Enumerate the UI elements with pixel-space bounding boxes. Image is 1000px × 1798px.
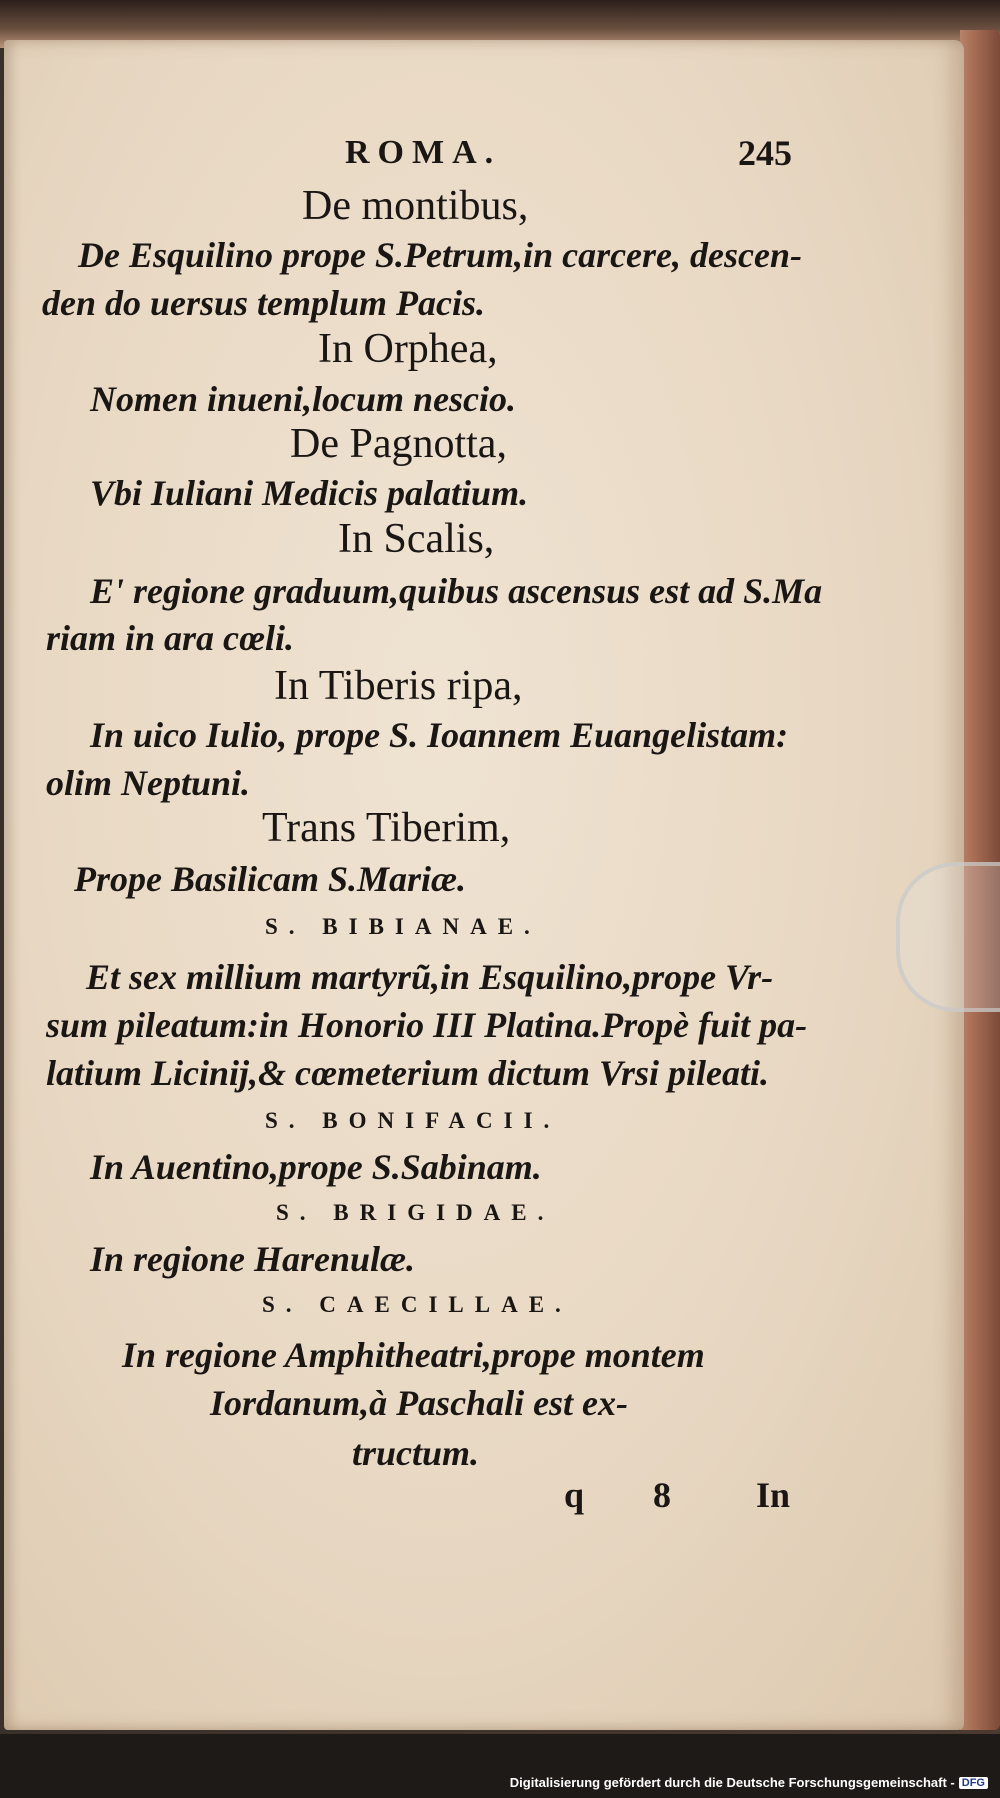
- section-heading: In Orphea,: [318, 326, 498, 372]
- text-line: In Auentino,prope S.Sabinam.: [90, 1147, 542, 1187]
- section-heading: De Pagnotta,: [290, 421, 507, 467]
- signature-mark: q 8: [564, 1475, 702, 1515]
- saint-heading: S. BIBIANAE.: [265, 914, 541, 939]
- text-line: Iordanum,à Paschali est ex-: [210, 1383, 629, 1423]
- text-line: sum pileatum:in Honorio III Platina.Propè fuit pa-: [46, 1005, 808, 1045]
- text-line: latium Licinij,& cœmeterium dictum Vrsi pileati.: [46, 1053, 770, 1093]
- digitization-credit: [506, 1773, 992, 1792]
- section-heading: In Tiberis ripa,: [274, 663, 523, 709]
- credit-text: Digitalisierung gefördert durch die Deutsche Forschungsgemeinschaft -: [509, 1775, 955, 1790]
- saint-heading: S. CAECILLAE.: [262, 1292, 572, 1317]
- page-number: 245: [738, 133, 792, 173]
- text-line: Prope Basilicam S.Mariæ.: [74, 859, 467, 899]
- section-heading: In Scalis,: [338, 516, 495, 562]
- text-line: den do uersus templum Pacis.: [42, 283, 486, 323]
- text-line: In uico Iulio, prope S. Ioannem Euangelistam:: [90, 715, 789, 755]
- saint-heading: S. BONIFACII.: [265, 1108, 561, 1133]
- text-line: olim Neptuni.: [46, 763, 251, 803]
- text-line: Nomen inueni,locum nescio.: [90, 379, 517, 419]
- section-heading: De montibus,: [302, 183, 529, 229]
- text-line: E' regione graduum,quibus ascensus est ad S.Ma: [90, 571, 823, 611]
- saint-heading: S. BRIGIDAE.: [276, 1200, 555, 1225]
- text-line: In regione Harenulæ.: [90, 1239, 416, 1279]
- running-head-title: ROMA.: [345, 134, 502, 171]
- text-line: riam in ara cœli.: [46, 618, 295, 658]
- dfg-logo: DFG: [959, 1777, 988, 1789]
- text-line: tructum.: [352, 1433, 480, 1473]
- text-line: Et sex millium martyrũ,in Esquilino,prope Vr-: [86, 957, 774, 997]
- section-heading: Trans Tiberim,: [262, 805, 511, 851]
- catchword: In: [756, 1475, 791, 1515]
- text-line: De Esquilino prope S.Petrum,in carcere, descen-: [78, 235, 802, 275]
- text-line: Vbi Iuliani Medicis palatium.: [90, 473, 529, 513]
- text-line: In regione Amphitheatri,prope montem: [122, 1335, 705, 1375]
